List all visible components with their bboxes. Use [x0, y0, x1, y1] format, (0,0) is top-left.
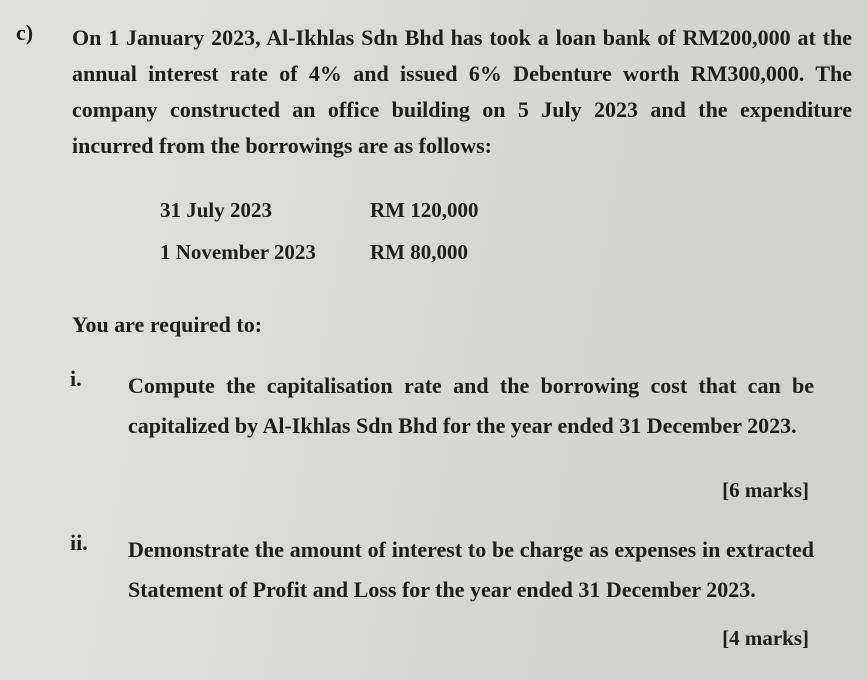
item-text: Demonstrate the amount of interest to be charge as expenses in extracted Statement of Profit and Loss for the year ended 31 December 2023.: [128, 537, 814, 602]
marks-label: [4 marks]: [722, 626, 809, 650]
item-text: Compute the capitalisation rate and the borrowing cost that can be capitalized by Al-Ikhlas Sdn Bhd for the year ended 31 December 2023.: [128, 373, 814, 438]
marks-label: [6 marks]: [722, 478, 809, 502]
item-number: i.: [70, 366, 82, 391]
expenditure-date: 1 November 2023: [160, 240, 316, 264]
expenditure-amount: RM 80,000: [370, 240, 468, 264]
expenditure-amount: RM 120,000: [370, 198, 479, 222]
question-label: c): [16, 20, 34, 45]
item-number: ii.: [70, 530, 88, 555]
required-label: You are required to:: [72, 312, 263, 337]
question-intro: On 1 January 2023, Al-Ikhlas Sdn Bhd has took a loan bank of RM200,000 at the annual interest rate of 4% and issued 6% Debenture worth RM300,000. The company constructed an office building on 5 July 2023 and the expenditure incurred from the borrowings are as follows:: [72, 25, 852, 158]
expenditure-date: 31 July 2023: [160, 198, 273, 222]
